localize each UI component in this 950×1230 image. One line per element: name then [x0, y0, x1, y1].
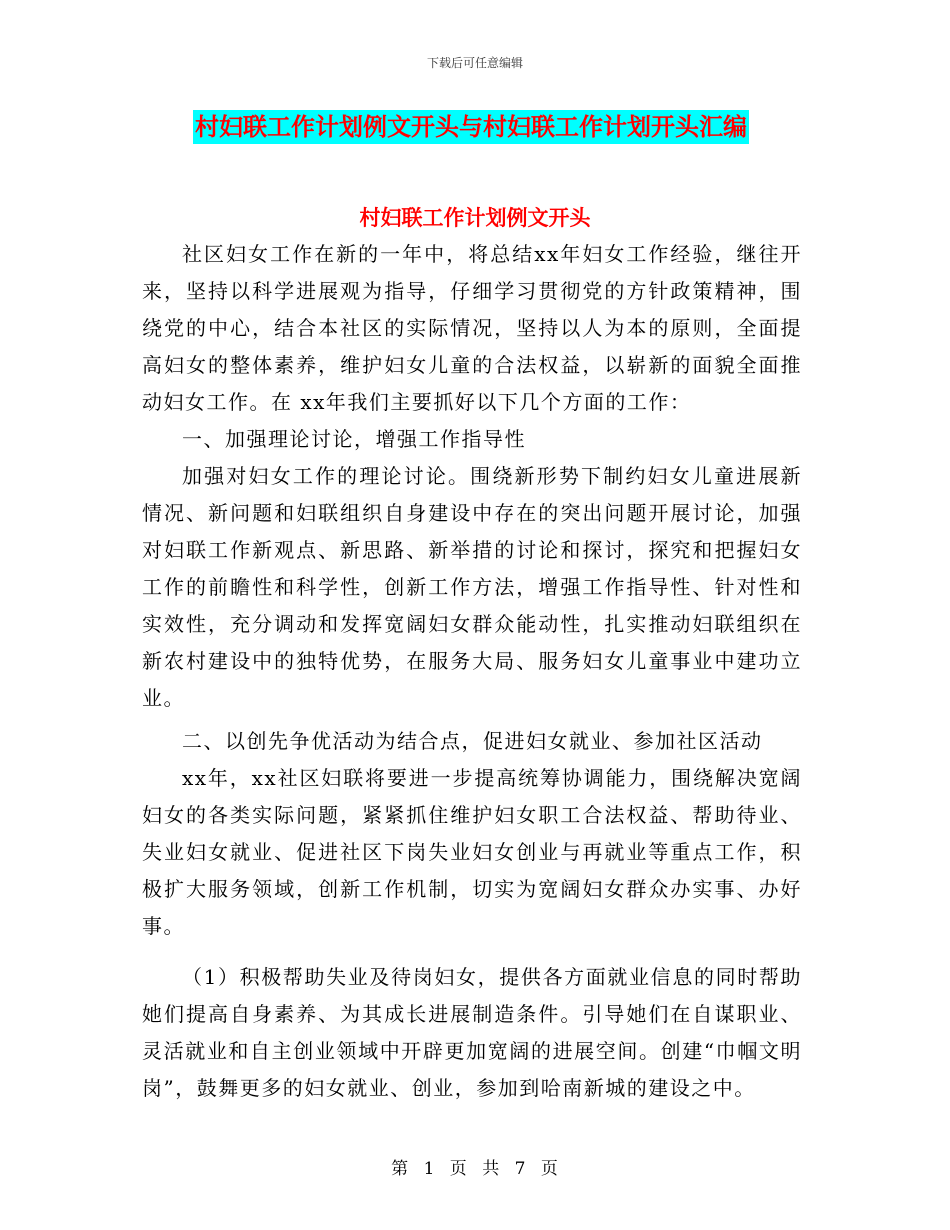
- body-paragraph-theory: 加强对妇女工作的理论讨论。围绕新形势下制约妇女儿童进展新情况、新问题和妇联组织自身建设中存在的突出问题开展讨论，加强对妇联工作新观点、新思路、新举措的讨论和探讨，探究和把握妇女工作的前瞻性和科学性，创新工作方法，增强工作指导性、针对性和实效性，充分调动和发挥宽阔妇女群众能动性，扎实推动妇联组织在新农村建设中的独特优势，在服务大局、服务妇女儿童事业中建功立业。: [142, 464, 802, 710]
- body-paragraph-item-1: （1）积极帮助失业及待岗妇女，提供各方面就业信息的同时帮助她们提高自身素养、为其成长进展制造条件。引导她们在自谋职业、灵活就业和自主创业领域中开辟更加宽阔的进展空间。创建“巾帼文明岗”，鼓舞更多的妇女就业、创业，参加到哈南新城的建设之中。: [142, 965, 802, 1100]
- body-paragraph-employment: xx年，xx社区妇联将要进一步提高统筹协调能力，围绕解决宽阔妇女的各类实际问题，紧紧抓住维护妇女职工合法权益、帮助待业、失业妇女就业、促进社区下岗失业妇女创业与再就业等重点工作，积极扩大服务领域，创新工作机制，切实为宽阔妇女群众办实事、办好事。: [142, 766, 802, 938]
- footer-prefix: 第: [391, 1159, 410, 1179]
- footer-middle-1: 页: [449, 1159, 468, 1179]
- subheading-1: 一、加强理论讨论，增强工作指导性: [182, 427, 526, 451]
- subheading-2: 二、以创先争优活动为结合点，促进妇女就业、参加社区活动: [182, 729, 763, 753]
- footer-middle-2: 共: [482, 1159, 501, 1179]
- document-title: 村妇联工作计划例文开头与村妇联工作计划开头汇编: [193, 110, 749, 144]
- page-footer: [0, 1154, 950, 1179]
- section-title: 村妇联工作计划例文开头: [359, 205, 591, 230]
- document-body: [142, 236, 802, 1107]
- header-note: 下载后可任意编辑: [426, 56, 523, 70]
- footer-suffix: 页: [540, 1159, 559, 1179]
- footer-page-total: 7: [514, 1159, 527, 1179]
- body-paragraph-intro: 社区妇女工作在新的一年中，将总结xx年妇女工作经验，继往开来，坚持以科学进展观为指导，仔细学习贯彻党的方针政策精神，围绕党的中心，结合本社区的实际情况，坚持以人为本的原则，全面提高妇女的整体素养，维护妇女儿童的合法权益，以崭新的面貌全面推动妇女工作。在 xx年我们主要抓好以下几个方面的工作：: [142, 242, 802, 414]
- footer-page-current: 1: [423, 1159, 436, 1179]
